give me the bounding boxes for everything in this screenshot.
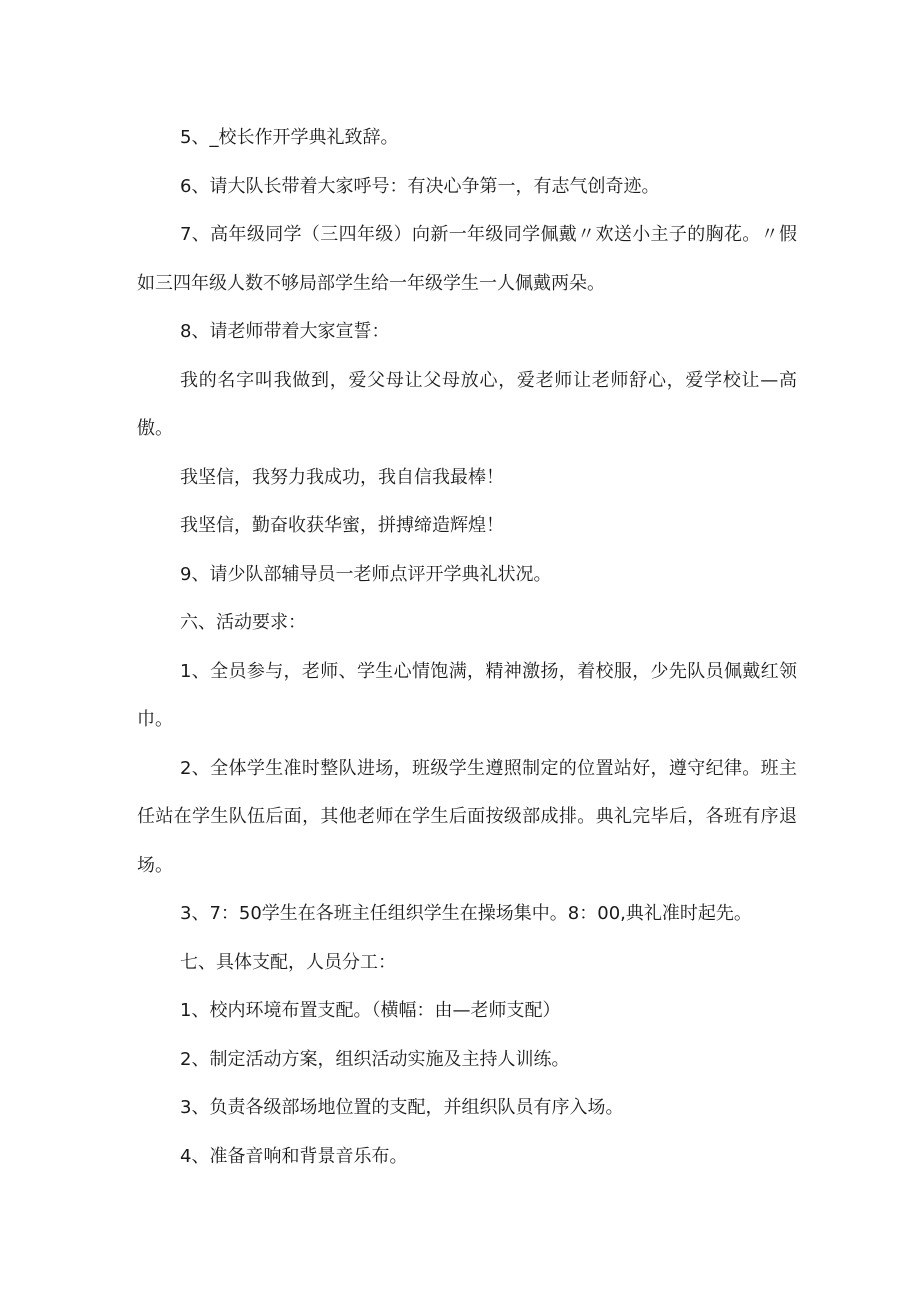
requirement-item-2: 2、全体学生准时整队进场，班级学生遵照制定的位置站好，遵守纪律。班主任站在学生队伍后面，其他老师在学生后面按级部成排。典礼完毕后，各班有序退场。: [137, 757, 797, 876]
arrangement-item-1: 1、校内环境布置支配。（横幅：由—老师支配）: [180, 1000, 561, 1021]
paragraph-item-6-slogan: 6、请大队长带着大家呼号：有决心争第一，有志气创奇迹。: [180, 175, 660, 197]
paragraph-item-9-review: 9、请少队部辅导员一老师点评开学典礼状况。: [180, 563, 552, 585]
requirement-item-1: 1、全员参与，老师、学生心情饱满，精神激扬，着校服，少先队员佩戴红领巾。: [137, 660, 797, 730]
oath-line-1: 我的名字叫我做到，爱父母让父母放心，爱老师让老师舒心，爱学校让—高傲。: [137, 369, 797, 439]
document-body: [137, 114, 797, 1181]
arrangement-item-4: 4、准备音响和背景音乐布。: [180, 1145, 408, 1167]
paragraph-item-7-flowers: 7、高年级同学（三四年级）向新一年级同学佩戴〃欢送小主子的胸花。〃假如三四年级人数不够局部学生给一年级学生一人佩戴两朵。: [137, 224, 797, 294]
requirement-item-3: 3、7：50学生在各班主任组织学生在操场集中。8：00,典礼准时起先。: [180, 903, 752, 924]
section-heading-requirements: 六、活动要求：: [180, 612, 306, 633]
paragraph-item-8-oath: 8、请老师带着大家宣誓：: [180, 321, 390, 342]
oath-line-2: 我坚信，我努力我成功，我自信我最棒！: [180, 466, 504, 488]
arrangement-item-3: 3、负责各级部场地位置的支配，并组织队员有序入场。: [180, 1097, 624, 1118]
oath-line-3: 我坚信，勤奋收获华蜜，拼搏缔造辉煌！: [180, 515, 504, 536]
arrangement-item-2: 2、制定活动方案，组织活动实施及主持人训练。: [180, 1048, 570, 1070]
paragraph-item-5-speech: 5、_校长作开学典礼致辞。: [180, 127, 399, 148]
section-heading-arrangements: 七、具体支配，人员分工：: [180, 951, 396, 973]
